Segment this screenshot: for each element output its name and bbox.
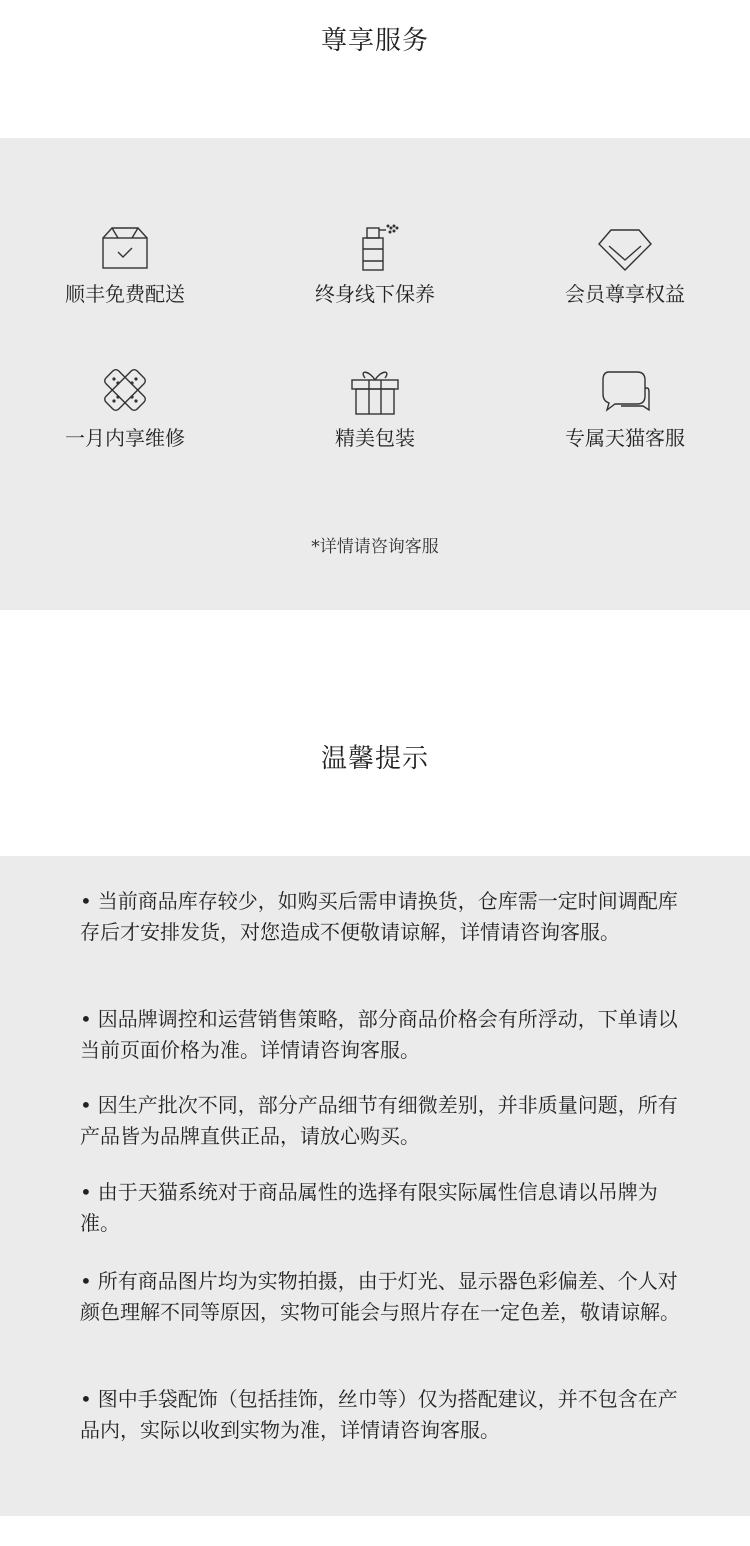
bandage-icon <box>99 364 151 416</box>
service-label: 专属天猫客服 <box>565 426 685 450</box>
tip-text: 由于天猫系统对于商品属性的选择有限实际属性信息请以吊牌为准。 <box>80 1180 658 1235</box>
tip-text: 因品牌调控和运营销售策略，部分商品价格会有所浮动，下单请以当前页面价格为准。详情请咨询客服。 <box>80 1007 678 1062</box>
bullet-icon: • <box>80 1387 92 1411</box>
spray-bottle-icon <box>350 222 400 272</box>
services-note: *详情请咨询客服 <box>311 537 439 557</box>
chat-bubble-icon <box>599 366 651 416</box>
tip-item <box>80 1004 680 1066</box>
bullet-icon: • <box>80 1093 92 1117</box>
service-label: 顺丰免费配送 <box>65 282 185 306</box>
tip-text: 当前商品库存较少，如购买后需申请换货，仓库需一定时间调配库存后才安排发货，对您造成不便敬请谅解，详情请咨询客服。 <box>80 889 678 944</box>
service-label: 终身线下保养 <box>315 282 435 306</box>
bullet-icon: • <box>80 889 92 913</box>
tip-text: 所有商品图片均为实物拍摄，由于灯光、显示器色彩偏差、个人对颜色理解不同等原因，实物可能会与照片存在一定色差，敬请谅解。 <box>80 1269 680 1324</box>
services-title: 尊享服务 <box>320 26 429 56</box>
tip-item <box>80 886 680 948</box>
tip-item <box>80 1177 680 1239</box>
service-item-repair <box>0 364 250 451</box>
service-label: 会员尊享权益 <box>565 282 685 306</box>
service-item-membership <box>500 220 750 307</box>
bullet-icon: • <box>80 1007 92 1031</box>
service-item-shipping <box>0 220 250 307</box>
tips-title: 温馨提示 <box>320 744 429 774</box>
service-item-maintenance <box>250 220 500 307</box>
gift-icon <box>349 366 401 416</box>
diamond-icon <box>597 226 653 272</box>
service-item-customer-service <box>500 364 750 451</box>
service-item-packaging <box>250 364 500 451</box>
tip-item <box>80 1090 680 1152</box>
service-label: 精美包装 <box>335 426 415 450</box>
service-label: 一月内享维修 <box>65 426 185 450</box>
tip-item <box>80 1384 680 1446</box>
tip-text: 图中手袋配饰（包括挂饰，丝巾等）仅为搭配建议，并不包含在产品内，实际以收到实物为准，详情请咨询客服。 <box>80 1387 678 1442</box>
bullet-icon: • <box>80 1269 92 1293</box>
tip-item <box>80 1266 680 1328</box>
bullet-icon: • <box>80 1180 92 1204</box>
tip-text: 因生产批次不同，部分产品细节有细微差别，并非质量问题，所有产品皆为品牌直供正品，请放心购买。 <box>80 1093 678 1148</box>
box-check-icon <box>100 222 150 272</box>
